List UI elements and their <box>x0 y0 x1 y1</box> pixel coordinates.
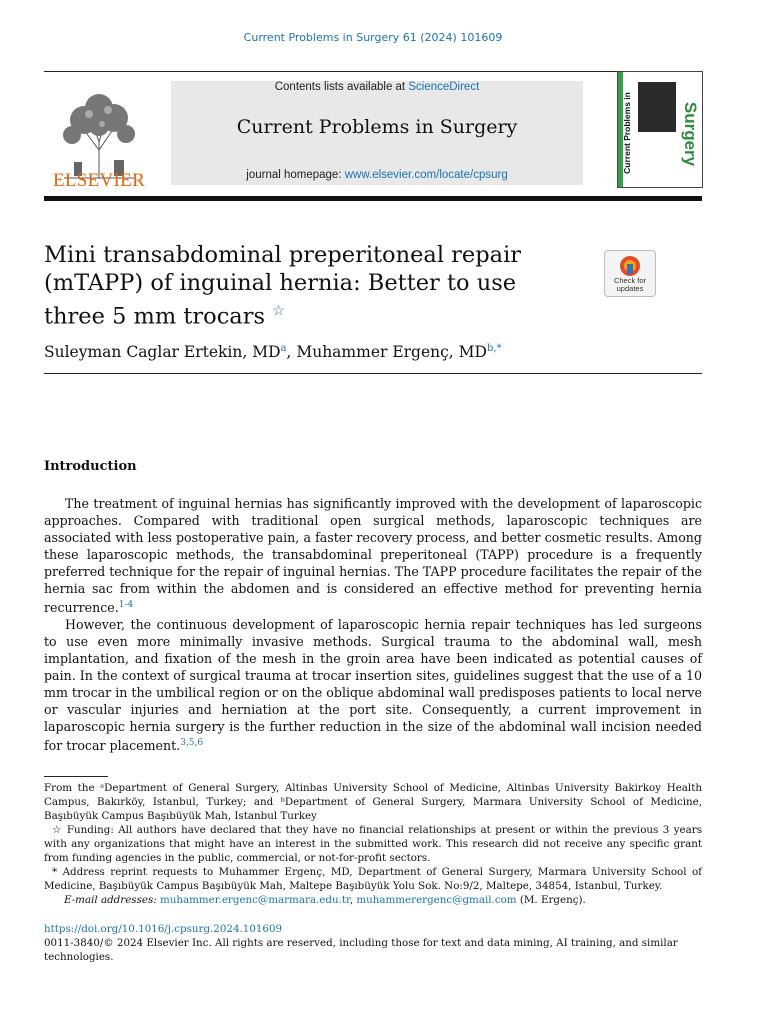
header-rule <box>44 71 702 72</box>
funding-note: ☆ Funding: All authors have declared that they have no financial relationships at present or within the previous 3 years with any organizations that might have an interest in the submitted work. This research did not receive any specific grant from funding agencies in the public, commercial, or not-for-profit sectors. <box>44 824 702 864</box>
check-updates-label: Check for updates <box>613 276 647 293</box>
email-link-2[interactable]: muhammerergenc@gmail.com <box>356 894 517 906</box>
copyright-line: 0011-3840/© 2024 Elsevier Inc. All rights are reserved, including those for text and data mining, AI training, and similar technologies. <box>44 937 678 963</box>
cover-title-text: Surgery <box>681 101 701 167</box>
author-line: Suleyman Caglar Ertekin, $MD^a$, Muhammer Ergenç, $MD^{b,*}$ <box>44 343 502 362</box>
check-updates-icon <box>619 255 641 277</box>
journal-title: Current Problems in Surgery <box>236 116 518 138</box>
section-heading: Introduction <box>44 459 137 474</box>
homepage-line: journal homepage: www.elsevier.com/locate/cpsurg <box>246 169 508 181</box>
author-2: Muhammer Ergenç, MD <box>296 343 487 362</box>
footnote-rule <box>44 776 108 777</box>
cover-illustration <box>638 82 676 132</box>
contents-line: Contents lists available at ScienceDirect <box>274 81 480 93</box>
masthead-thick-rule <box>44 196 702 201</box>
cover-series-text: Current Problems in <box>621 92 632 174</box>
author-1-affil[interactable]: a <box>280 343 287 354</box>
paragraph: However, the continuous development of laparoscopic hernia repair techniques has led surgeons to use even more minimally invasive methods. Surgical trauma to the abdominal wall, mesh implantation, and fixation of the mesh in the groin area have been indicated as potential causes of pain. In the context of surgical trauma at trocar insertion sites, guidelines suggest that the use of a 10 mm trocar in the umbilical region or on the oblique abdominal wall predisposes patients to local nerve or vascular injuries and herniation at the port site. Consequently, a current improvement in laparoscopic hernia surgery is the further reduction in the size of the abdominal wall incision needed for trocar placement.$^{3,5,6}$ <box>44 617 702 754</box>
journal-cover-thumbnail <box>617 71 703 188</box>
title-footnote-mark[interactable]: ☆ <box>272 303 285 319</box>
affiliations-note: From the ᵃDepartment of General Surgery, Altinbas University School of Medicine, Altinbas University Bakirkoy Health Campus, Bakırköy, Istanbul, Turkey; and ᵇDepartment of General Surgery, Marmara University School of Medicine, Başıbüyük Campus Başıbüyük Mah, Istanbul Turkey <box>44 782 702 822</box>
email-note: E-mail addresses: muhammer.ergenc@marmara.edu.tr, muhammerergenc@gmail.com (M. Ergenç). <box>64 894 586 906</box>
journal-reference[interactable]: Current Problems in Surgery 61 (2024) 101609 <box>243 31 503 44</box>
journal-masthead <box>171 81 583 185</box>
elsevier-wordmark: ELSEVIER <box>52 170 146 191</box>
author-2-affil[interactable]: b,* <box>486 343 502 354</box>
body-text <box>44 495 702 754</box>
sciencedirect-link[interactable]: ScienceDirect <box>408 81 480 93</box>
author-1: Suleyman Caglar Ertekin, MD <box>44 343 281 362</box>
doi-link[interactable]: https://doi.org/10.1016/j.cpsurg.2024.101609 <box>44 923 283 935</box>
author-rule <box>44 373 702 374</box>
footnotes <box>44 781 702 907</box>
doi-block <box>44 922 702 964</box>
article-title: Mini transabdominal preperitoneal repair (mTAPP) of inguinal hernia: Better to use three 5 mm trocars ☆ <box>44 242 522 330</box>
paragraph: The treatment of inguinal hernias has significantly improved with the development of laparoscopic approaches. Compared with traditional open surgical methods, laparoscopic techniques are associated with less postoperative pain, a faster recovery process, and better cosmetic results. Among these laparoscopic methods, the transabdominal preperitoneal (TAPP) procedure is a frequently preferred technique for the repair of inguinal hernias. The TAPP procedure facilitates the repair of the hernia sac from within the abdomen and is considered an effective method for preventing hernia recurrence.$^{1-4}$ <box>44 496 702 616</box>
reprint-note: * Address reprint requests to Muhammer Ergenç, MD, Department of General Surgery, Marmara University School of Medicine, Başıbüyük Campus Başıbüyük Mah, Maltepe Başıbüyük Yolu Sok. No:9/2, Maltepe, 34854, Istanbul, Turkey. <box>44 866 702 892</box>
check-for-updates-badge[interactable] <box>604 250 656 297</box>
citation-link[interactable]: 1-4 <box>118 600 134 610</box>
citation-link[interactable]: 3,5,6 <box>180 738 204 749</box>
journal-homepage-link[interactable]: www.elsevier.com/locate/cpsurg <box>344 169 508 181</box>
email-link-1[interactable]: muhammer.ergenc@marmara.edu.tr <box>159 894 350 906</box>
